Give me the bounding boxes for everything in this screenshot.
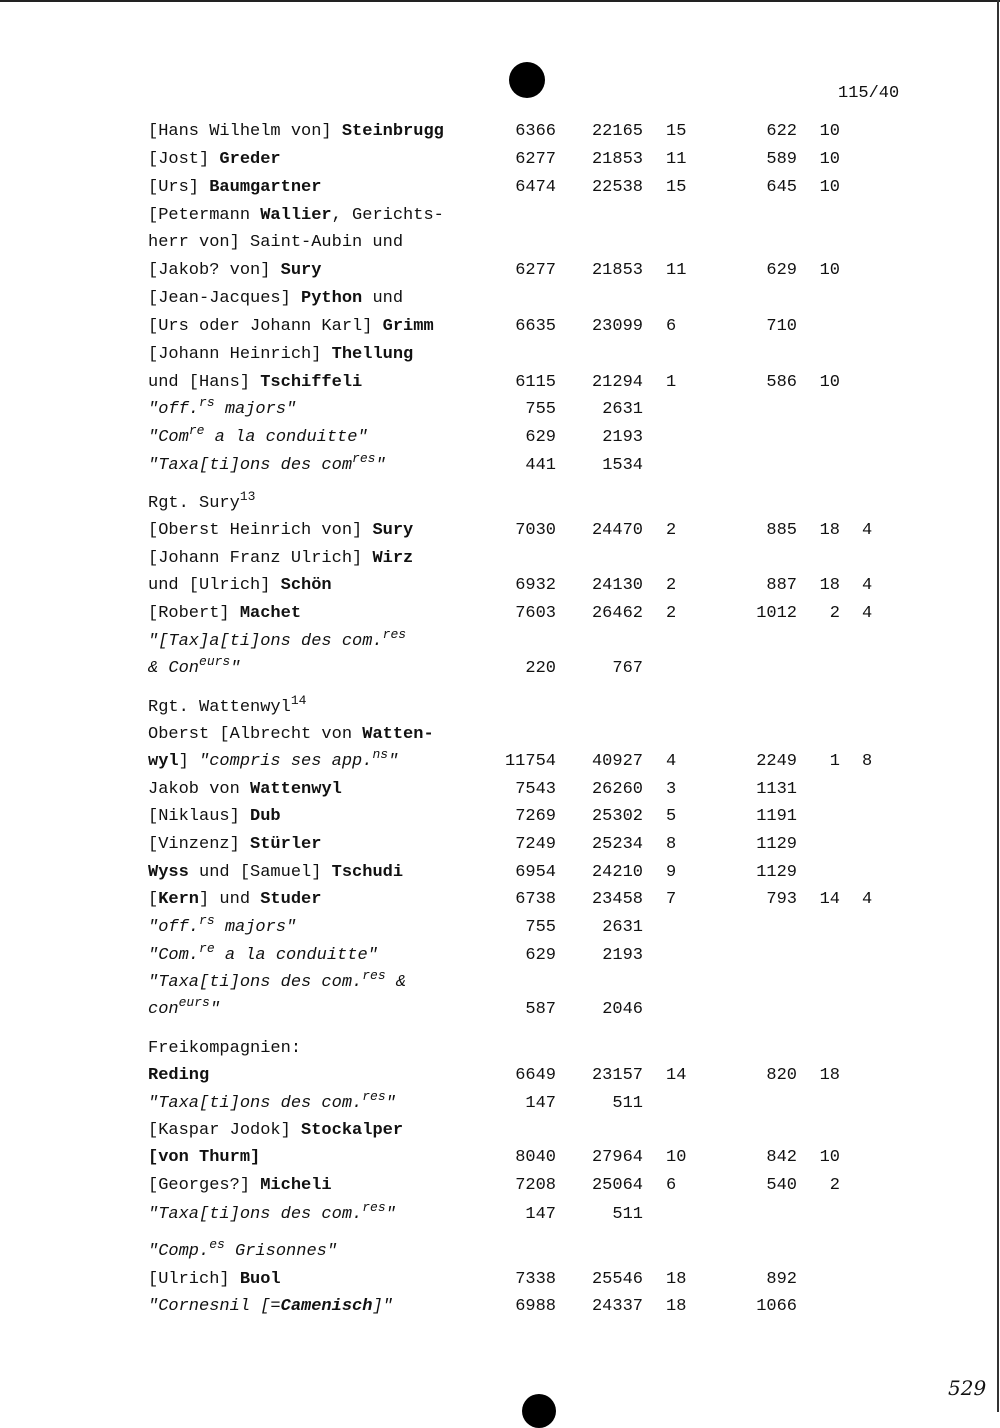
cell-c3: 11 xyxy=(666,261,687,280)
row-label: [Hans Wilhelm von] Steinbrugg xyxy=(148,122,444,141)
row-label: "off.$^{rs}$ majors" xyxy=(148,913,297,937)
cell-c2: 25234 xyxy=(591,835,643,854)
table-row xyxy=(0,1037,1000,1061)
row-label: herr von] Saint-Aubin und xyxy=(148,233,404,252)
cell-c1: 6115 xyxy=(515,373,556,392)
cell-c1: 7543 xyxy=(515,780,556,799)
table-row xyxy=(0,231,1000,255)
cell-c2: 25546 xyxy=(591,1270,643,1289)
cell-c5: 10 xyxy=(819,150,840,169)
table-row xyxy=(0,913,1000,940)
cell-c1: 587 xyxy=(525,1000,556,1019)
cell-c6: 4 xyxy=(862,521,873,540)
cell-c5: 10 xyxy=(819,373,840,392)
cell-c3: 18 xyxy=(666,1297,687,1316)
cell-c5: 18 xyxy=(819,521,840,540)
cell-c2: 23157 xyxy=(591,1066,643,1085)
row-label: [Petermann Wallier, Gerichts- xyxy=(148,206,444,225)
table-row xyxy=(0,204,1000,228)
page-top-border xyxy=(0,0,1000,2)
cell-c1: 7030 xyxy=(515,521,556,540)
table-row xyxy=(0,723,1000,747)
cell-c4: 540 xyxy=(766,1176,797,1195)
cell-c1: 7208 xyxy=(515,1176,556,1195)
cell-c6: 4 xyxy=(862,890,873,909)
cell-c4: 842 xyxy=(766,1148,797,1167)
cell-c3: 15 xyxy=(666,122,687,141)
cell-c2: 2193 xyxy=(602,946,643,965)
row-label: [Kern] und Studer xyxy=(148,890,322,909)
cell-c3: 5 xyxy=(666,807,677,826)
cell-c2: 26260 xyxy=(591,780,643,799)
row-label: [Ulrich] Buol xyxy=(148,1270,281,1289)
cell-c2: 25064 xyxy=(591,1176,643,1195)
cell-c2: 2631 xyxy=(602,918,643,937)
cell-c5: 10 xyxy=(819,178,840,197)
punch-hole-bottom xyxy=(522,1394,556,1428)
row-label: Jakob von Wattenwyl xyxy=(148,780,342,799)
folio-mark: 529 xyxy=(948,1376,987,1400)
cell-c1: 6277 xyxy=(515,150,556,169)
cell-c2: 2631 xyxy=(602,400,643,419)
table-row xyxy=(0,1146,1000,1170)
cell-c2: 21853 xyxy=(591,150,643,169)
cell-c2: 24470 xyxy=(591,521,643,540)
cell-c1: 220 xyxy=(525,659,556,678)
table-row xyxy=(0,627,1000,654)
cell-c2: 40927 xyxy=(591,752,643,771)
cell-c1: 7249 xyxy=(515,835,556,854)
cell-c2: 26462 xyxy=(591,604,643,623)
row-label: "Taxa[ti]ons des com.$^{res}$" xyxy=(148,1089,396,1113)
row-label: Freikompagnien: xyxy=(148,1039,302,1058)
row-label: "Com.$^{re}$ a la conduitte" xyxy=(148,941,378,965)
cell-c4: 1066 xyxy=(756,1297,797,1316)
table-row xyxy=(0,1295,1000,1319)
row-label: wyl] "compris ses app.$^{ns}$" xyxy=(148,747,399,771)
cell-c2: 22165 xyxy=(591,122,643,141)
row-label: Wyss und [Samuel] Tschudi xyxy=(148,863,404,882)
cell-c1: 441 xyxy=(525,456,556,475)
cell-c6: 4 xyxy=(862,576,873,595)
cell-c1: 7603 xyxy=(515,604,556,623)
row-label: "Taxa[ti]ons des com.$^{res}$ & xyxy=(148,968,407,992)
cell-c4: 645 xyxy=(766,178,797,197)
cell-c3: 14 xyxy=(666,1066,687,1085)
table-row xyxy=(0,1089,1000,1116)
table-row xyxy=(0,1237,1000,1264)
table-row xyxy=(0,287,1000,311)
cell-c1: 147 xyxy=(525,1205,556,1224)
cell-c1: 8040 xyxy=(515,1148,556,1167)
cell-c2: 27964 xyxy=(591,1148,643,1167)
cell-c2: 23458 xyxy=(591,890,643,909)
table-row xyxy=(0,1174,1000,1198)
row-label: [Jakob? von] Sury xyxy=(148,261,322,280)
row-label: & Con$^{eurs}$" xyxy=(148,654,241,678)
table-row xyxy=(0,995,1000,1022)
table-row xyxy=(0,1268,1000,1292)
row-label: Oberst [Albrecht von Watten- xyxy=(148,725,434,744)
cell-c5: 10 xyxy=(819,1148,840,1167)
row-label: [von Thurm] xyxy=(148,1148,261,1167)
table-row xyxy=(0,1119,1000,1143)
table-row xyxy=(0,778,1000,802)
cell-c1: 7338 xyxy=(515,1270,556,1289)
cell-c3: 6 xyxy=(666,317,677,336)
cell-c3: 3 xyxy=(666,780,677,799)
cell-c3: 6 xyxy=(666,1176,677,1195)
cell-c5: 18 xyxy=(819,1066,840,1085)
table-row xyxy=(0,423,1000,450)
row-label: "off.$^{rs}$ majors" xyxy=(148,395,297,419)
table-row xyxy=(0,747,1000,774)
table-row xyxy=(0,1200,1000,1227)
cell-c4: 1012 xyxy=(756,604,797,623)
cell-c1: 6649 xyxy=(515,1066,556,1085)
cell-c2: 24210 xyxy=(591,863,643,882)
cell-c1: 6635 xyxy=(515,317,556,336)
table-row xyxy=(0,1064,1000,1088)
row-label: [Jost] Greder xyxy=(148,150,281,169)
cell-c6: 4 xyxy=(862,604,873,623)
row-label: "Com$^{re}$ a la conduitte" xyxy=(148,423,368,447)
cell-c2: 511 xyxy=(612,1205,643,1224)
cell-c4: 793 xyxy=(766,890,797,909)
row-label: [Urs] Baumgartner xyxy=(148,178,322,197)
row-label: "[Tax]a[ti]ons des com.$^{res}$ xyxy=(148,627,407,651)
cell-c4: 885 xyxy=(766,521,797,540)
cell-c2: 2193 xyxy=(602,428,643,447)
row-label: con$^{eurs}$" xyxy=(148,995,221,1019)
row-label: [Georges?] Micheli xyxy=(148,1176,332,1195)
table-row xyxy=(0,451,1000,478)
row-label: und [Hans] Tschiffeli xyxy=(148,373,363,392)
row-label: [Urs oder Johann Karl] Grimm xyxy=(148,317,434,336)
table-row xyxy=(0,833,1000,857)
cell-c5: 1 xyxy=(829,752,840,771)
cell-c2: 22538 xyxy=(591,178,643,197)
table-row xyxy=(0,805,1000,829)
table-row xyxy=(0,861,1000,885)
cell-c2: 23099 xyxy=(591,317,643,336)
row-label: "Cornesnil [=Camenisch]" xyxy=(148,1297,393,1316)
cell-c2: 1534 xyxy=(602,456,643,475)
cell-c1: 6277 xyxy=(515,261,556,280)
cell-c4: 892 xyxy=(766,1270,797,1289)
table-row xyxy=(0,888,1000,912)
cell-c4: 589 xyxy=(766,150,797,169)
table-row xyxy=(0,176,1000,200)
cell-c4: 586 xyxy=(766,373,797,392)
cell-c1: 7269 xyxy=(515,807,556,826)
page-number: 115/40 xyxy=(838,84,900,103)
cell-c4: 1191 xyxy=(756,807,797,826)
cell-c4: 1129 xyxy=(756,835,797,854)
cell-c1: 147 xyxy=(525,1094,556,1113)
cell-c1: 755 xyxy=(525,400,556,419)
row-label: Reding xyxy=(148,1066,210,1085)
cell-c2: 25302 xyxy=(591,807,643,826)
cell-c1: 6474 xyxy=(515,178,556,197)
table-row xyxy=(0,519,1000,543)
cell-c1: 629 xyxy=(525,946,556,965)
cell-c3: 2 xyxy=(666,576,677,595)
cell-c4: 622 xyxy=(766,122,797,141)
cell-c1: 6932 xyxy=(515,576,556,595)
cell-c1: 629 xyxy=(525,428,556,447)
cell-c3: 2 xyxy=(666,521,677,540)
table-row xyxy=(0,371,1000,395)
row-label: [Kaspar Jodok] Stockalper xyxy=(148,1121,404,1140)
cell-c3: 10 xyxy=(666,1148,687,1167)
table-row xyxy=(0,148,1000,172)
cell-c3: 1 xyxy=(666,373,677,392)
cell-c4: 1129 xyxy=(756,863,797,882)
row-label: [Niklaus] Dub xyxy=(148,807,281,826)
row-label: [Vinzenz] Stürler xyxy=(148,835,322,854)
row-label: "Taxa[ti]ons des com.$^{res}$" xyxy=(148,1200,396,1224)
row-label: Rgt. Wattenwyl$^{14}$ xyxy=(148,693,307,717)
cell-c5: 18 xyxy=(819,576,840,595)
table-row xyxy=(0,574,1000,598)
table-row xyxy=(0,654,1000,681)
table-row xyxy=(0,315,1000,339)
cell-c1: 6738 xyxy=(515,890,556,909)
cell-c2: 21294 xyxy=(591,373,643,392)
table-row xyxy=(0,120,1000,144)
cell-c2: 767 xyxy=(612,659,643,678)
cell-c4: 710 xyxy=(766,317,797,336)
cell-c3: 8 xyxy=(666,835,677,854)
cell-c3: 18 xyxy=(666,1270,687,1289)
cell-c3: 7 xyxy=(666,890,677,909)
cell-c2: 24130 xyxy=(591,576,643,595)
cell-c6: 8 xyxy=(862,752,873,771)
table-row xyxy=(0,395,1000,422)
punch-hole-top xyxy=(509,62,545,98)
row-label: und [Ulrich] Schön xyxy=(148,576,332,595)
cell-c5: 10 xyxy=(819,122,840,141)
row-label: [Johann Franz Ulrich] Wirz xyxy=(148,549,414,568)
cell-c5: 2 xyxy=(829,604,840,623)
cell-c2: 511 xyxy=(612,1094,643,1113)
cell-c4: 820 xyxy=(766,1066,797,1085)
cell-c4: 887 xyxy=(766,576,797,595)
table-row xyxy=(0,602,1000,626)
cell-c3: 15 xyxy=(666,178,687,197)
cell-c3: 4 xyxy=(666,752,677,771)
row-label: [Oberst Heinrich von] Sury xyxy=(148,521,414,540)
cell-c3: 9 xyxy=(666,863,677,882)
cell-c1: 11754 xyxy=(504,752,556,771)
table-row xyxy=(0,941,1000,968)
cell-c1: 6954 xyxy=(515,863,556,882)
row-label: "Comp.$^{es}$ Grisonnes" xyxy=(148,1237,338,1261)
row-label: [Jean-Jacques] Python und xyxy=(148,289,404,308)
cell-c1: 755 xyxy=(525,918,556,937)
cell-c4: 2249 xyxy=(756,752,797,771)
cell-c3: 2 xyxy=(666,604,677,623)
table-row xyxy=(0,693,1000,720)
cell-c4: 1131 xyxy=(756,780,797,799)
table-row xyxy=(0,547,1000,571)
cell-c2: 24337 xyxy=(591,1297,643,1316)
row-label: [Robert] Machet xyxy=(148,604,302,623)
row-label: Rgt. Sury$^{13}$ xyxy=(148,489,256,513)
cell-c5: 10 xyxy=(819,261,840,280)
cell-c4: 629 xyxy=(766,261,797,280)
cell-c2: 21853 xyxy=(591,261,643,280)
table-row xyxy=(0,259,1000,283)
cell-c3: 11 xyxy=(666,150,687,169)
row-label: "Taxa[ti]ons des com$^{res}$" xyxy=(148,451,386,475)
cell-c5: 14 xyxy=(819,890,840,909)
table-row xyxy=(0,968,1000,995)
cell-c1: 6366 xyxy=(515,122,556,141)
table-row xyxy=(0,489,1000,516)
cell-c1: 6988 xyxy=(515,1297,556,1316)
row-label: [Johann Heinrich] Thellung xyxy=(148,345,414,364)
cell-c2: 2046 xyxy=(602,1000,643,1019)
table-row xyxy=(0,343,1000,367)
cell-c5: 2 xyxy=(829,1176,840,1195)
